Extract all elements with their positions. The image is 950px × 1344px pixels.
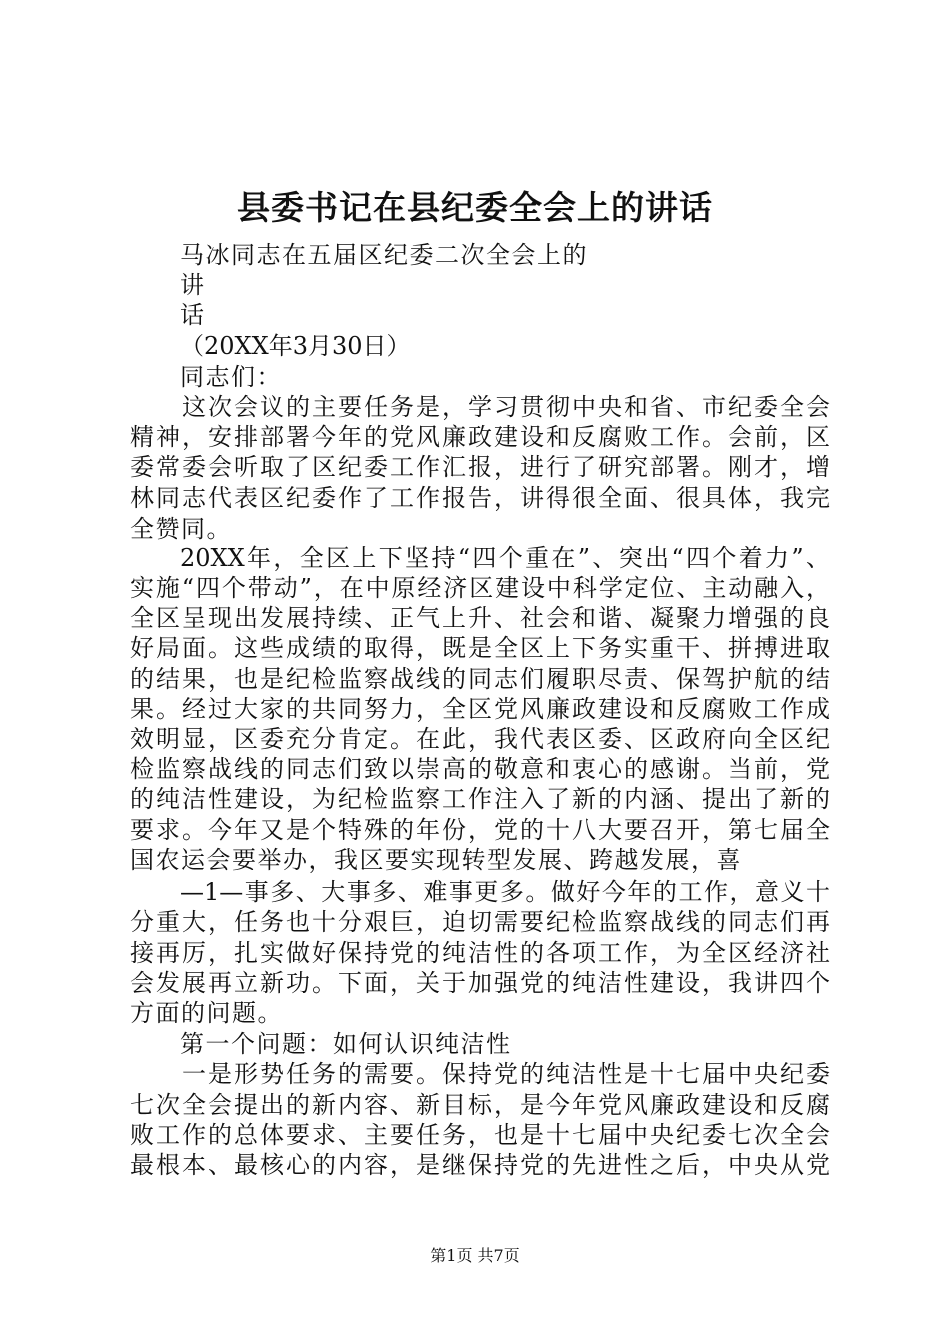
body-line: —1—事多、大事多、难事更多。做好今年的工作，意义十 <box>180 878 830 906</box>
body-line: 国农运会要举办，我区要实现转型发展、跨越发展，喜 <box>130 846 742 874</box>
speech-date: （20XX年3月30日） <box>180 332 411 360</box>
body-line: 最根本、最核心的内容，是继保持党的先进性之后，中央从党 <box>130 1151 830 1179</box>
body-line: 精神，安排部署今年的党风廉政建设和反腐败工作。会前，区 <box>130 423 830 451</box>
body-line: 这次会议的主要任务是，学习贯彻中央和省、市纪委全会 <box>182 393 830 421</box>
body-line: 实施“四个带动”，在中原经济区建设中科学定位、主动融入， <box>130 574 830 602</box>
document-title: 县委书记在县纪委全会上的讲话 <box>237 188 713 227</box>
body-line: 全区呈现出发展持续、正气上升、社会和谐、凝聚力增强的良 <box>130 604 830 632</box>
body-line: 林同志代表区纪委作了工作报告，讲得很全面、很具体，我完 <box>130 484 830 512</box>
body-line: 的结果，也是纪检监察战线的同志们履职尽责、保驾护航的结 <box>130 665 830 693</box>
subtitle-line: 话 <box>180 301 206 329</box>
body-line: 要求。今年又是个特殊的年份，党的十八大要召开，第七届全 <box>130 816 830 844</box>
body-line: 全赞同。 <box>130 515 232 543</box>
body-line: 七次全会提出的新内容、新目标，是今年党风廉政建设和反腐 <box>130 1091 830 1119</box>
body-line: 检监察战线的同志们致以崇高的敬意和衷心的感谢。当前，党 <box>130 755 830 783</box>
body-line: 方面的问题。 <box>130 999 283 1027</box>
body-line: 好局面。这些成绩的取得，既是全区上下务实重干、拼搏进取 <box>130 634 830 662</box>
body-line: 果。经过大家的共同努力，全区党风廉政建设和反腐败工作成 <box>130 695 830 723</box>
body-line: 效明显，区委充分肯定。在此，我代表区委、区政府向全区纪 <box>130 725 830 753</box>
body-line: 接再厉，扎实做好保持党的纯洁性的各项工作，为全区经济社 <box>130 939 830 967</box>
subtitle-line: 马冰同志在五届区纪委二次全会上的 <box>180 241 588 269</box>
page-footer: 第1页 共7页 <box>430 1246 520 1265</box>
body-line: 会发展再立新功。下面，关于加强党的纯洁性建设，我讲四个 <box>130 969 830 997</box>
body-line: 败工作的总体要求、主要任务，也是十七届中央纪委七次全会 <box>130 1121 830 1149</box>
section-heading: 第一个问题：如何认识纯洁性 <box>180 1030 512 1058</box>
subtitle-line: 讲 <box>180 271 206 299</box>
body-line: 一是形势任务的需要。保持党的纯洁性是十七届中央纪委 <box>182 1060 830 1088</box>
body-line: 分重大，任务也十分艰巨，迫切需要纪检监察战线的同志们再 <box>130 908 830 936</box>
body-line: 20XX年，全区上下坚持“四个重在”、突出“四个着力”、 <box>180 544 830 572</box>
body-line: 委常委会听取了区纪委工作汇报，进行了研究部署。刚才，增 <box>130 453 830 481</box>
salutation: 同志们： <box>180 363 282 391</box>
body-line: 的纯洁性建设，为纪检监察工作注入了新的内涵、提出了新的 <box>130 785 830 813</box>
